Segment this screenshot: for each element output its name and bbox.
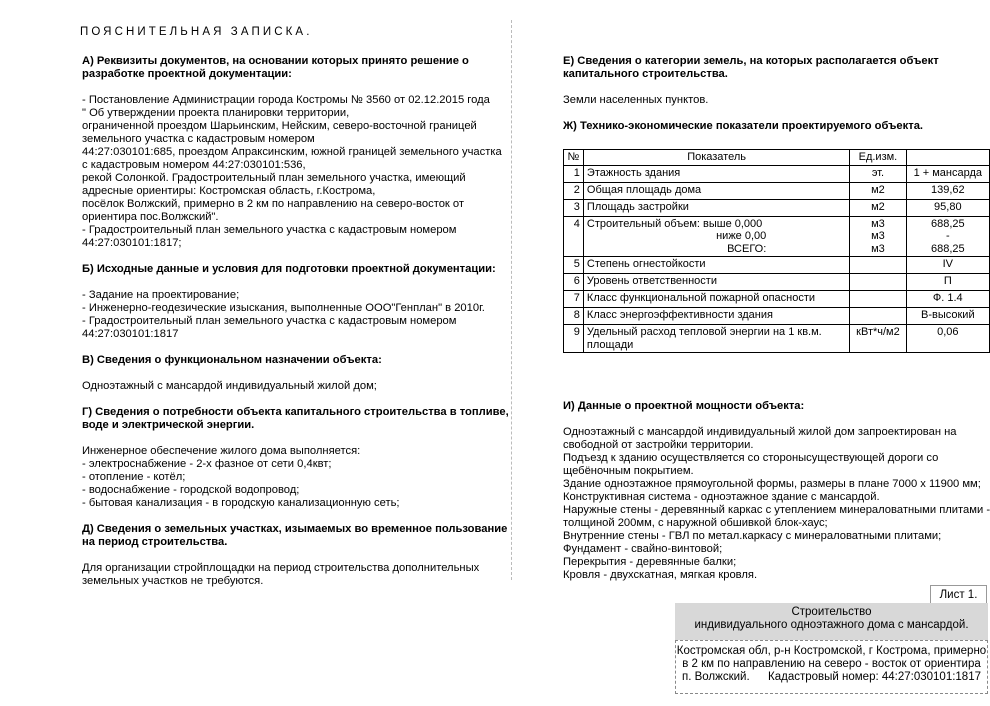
address-settlement: п. Волжский. bbox=[682, 671, 750, 683]
section-g-heading: Г) Сведения о потребности объекта капитального строительства в топливе, воде и электрической энергии. bbox=[82, 406, 509, 431]
header-number: № bbox=[564, 150, 584, 166]
row-unit bbox=[850, 274, 906, 291]
left-column bbox=[82, 55, 512, 588]
project-title-line: индивидуального одноэтажного дома с мансардой. bbox=[694, 619, 969, 631]
table-row bbox=[564, 182, 990, 199]
row-indicator: Класс энергоэффективности здания bbox=[583, 308, 849, 325]
row-indicator bbox=[583, 216, 849, 257]
right-column-top bbox=[563, 55, 990, 133]
row-unit: эт. bbox=[850, 165, 906, 182]
table-row bbox=[564, 308, 990, 325]
cadastral-number: Кадастровый номер: 44:27:030101:1817 bbox=[768, 671, 981, 683]
row-value: IV bbox=[906, 257, 989, 274]
row-unit bbox=[850, 308, 906, 325]
table-row bbox=[564, 199, 990, 216]
tep-table bbox=[563, 149, 990, 353]
project-title-block bbox=[675, 603, 988, 640]
table-row bbox=[564, 165, 990, 182]
header-value bbox=[906, 150, 989, 166]
row-value-line: 688,25 bbox=[930, 242, 965, 255]
row-number: 8 bbox=[564, 308, 584, 325]
row-value: 95,80 bbox=[906, 199, 989, 216]
section-e-body: Земли населенных пунктов. bbox=[563, 94, 709, 106]
row-indicator: Общая площадь дома bbox=[583, 182, 849, 199]
row-value: П bbox=[906, 274, 989, 291]
row-indicator: Удельный расход тепловой энергии на 1 кв.м. площади bbox=[583, 325, 849, 353]
table-row bbox=[564, 257, 990, 274]
row-number: 2 bbox=[564, 182, 584, 199]
row-indicator: Этажность здания bbox=[583, 165, 849, 182]
address-line: в 2 км по направлению на северо - восток от ориентира bbox=[682, 658, 981, 670]
section-e-heading: Е) Сведения о категории земель, на которых располагается объект капитального строительства. bbox=[563, 55, 939, 80]
row-indicator-line: ВСЕГО: bbox=[727, 242, 767, 255]
row-unit bbox=[850, 291, 906, 308]
row-number: 3 bbox=[564, 199, 584, 216]
row-unit: м2 bbox=[850, 199, 906, 216]
table-row bbox=[564, 325, 990, 353]
header-indicator: Показатель bbox=[583, 150, 849, 166]
section-g-body: Инженерное обеспечение жилого дома выполняется: - электроснабжение - 2-х фазное от сети 0,4квт; - отопление - котёл; - водоснабжение - городской водопровод; - бытовая канализация - в городскую канализационную сеть; bbox=[82, 445, 400, 509]
row-indicator-line: Строительный объем: выше 0,000 bbox=[586, 217, 763, 230]
section-d-heading: Д) Сведения о земельных участках, изымаемых во временное пользование на период строительства. bbox=[82, 523, 508, 548]
row-indicator: Уровень ответственности bbox=[583, 274, 849, 291]
table-row bbox=[564, 274, 990, 291]
address-block bbox=[675, 640, 988, 694]
row-unit bbox=[850, 257, 906, 274]
row-number: 5 bbox=[564, 257, 584, 274]
row-indicator: Площадь застройки bbox=[583, 199, 849, 216]
section-d-body: Для организации стройплощадки на период строительства дополнительных земельных участков не требуются. bbox=[82, 562, 480, 587]
section-i-body: Одноэтажный с мансардой индивидуальный жилой дом запроектирован на свободной от застройки территории. Подъезд к зданию осуществляется со стороныcуществующей дороги со щебёночным покрытием. Здание одноэтажное прямоугольной формы, размеры в плане 7000 х 11900 мм; Конструктивная система - одноэтажное здание с мансардой. Наружные стены - деревянный каркас с утеплением минераловатными плитами - толщиной 200мм, с наружной обшивкой блок-хаус; Внутренние стены - ГВЛ по метал.каркасу с минераловатными плитами; Фундамент - свайно-винтовой; Перекрытия - деревянные балки; Кровля - двухскатная, мягкая кровля. bbox=[563, 426, 990, 581]
row-number: 9 bbox=[564, 325, 584, 353]
table-row bbox=[564, 216, 990, 257]
table-row bbox=[564, 291, 990, 308]
row-value: 139,62 bbox=[906, 182, 989, 199]
right-column-bottom bbox=[563, 400, 990, 582]
row-unit-line: м3 bbox=[871, 242, 885, 255]
row-unit: м2 bbox=[850, 182, 906, 199]
section-b-heading: Б) Исходные данные и условия для подготовки проектной документации: bbox=[82, 263, 496, 275]
table-header-row bbox=[564, 150, 990, 166]
row-value-line: 688,25 bbox=[930, 217, 965, 230]
row-value: 1 + мансарда bbox=[906, 165, 989, 182]
address-last-line bbox=[676, 671, 987, 684]
row-value: 0,06 bbox=[906, 325, 989, 353]
row-indicator: Степень огнестойкости bbox=[583, 257, 849, 274]
project-title-line: Строительство bbox=[791, 606, 872, 618]
section-zh-heading: Ж) Технико-экономические показатели проектируемого объекта. bbox=[563, 120, 924, 132]
sheet-number: Лист 1. bbox=[930, 585, 987, 605]
address-line: Костромская обл, р-н Костромской, г Кострома, примерно bbox=[676, 645, 987, 657]
section-a-heading: А) Реквизиты документов, на основании которых принято решение о разработке проектной документации: bbox=[82, 55, 469, 80]
row-indicator-line: ниже 0,00 bbox=[716, 230, 767, 242]
section-v-body: Одноэтажный с мансардой индивидуальный жилой дом; bbox=[82, 380, 377, 392]
row-number: 4 bbox=[564, 216, 584, 257]
section-i-heading: И) Данные о проектной мощности объекта: bbox=[563, 400, 805, 412]
row-indicator: Класс функциональной пожарной опасности bbox=[583, 291, 849, 308]
section-a-body: - Постановление Администрации города Костромы № 3560 от 02.12.2015 года " Об утверждении проекта планировки территории, ограниченной проездом Шарьинским, Нейским, северо-восточной границей земельного участка с кадастровым номером 44:27:030101:685, проездом Апраксинским, южной границей земельного участка с кадастровым номером 44:27:030101:536, рекой Солонкой. Градостроительный план земельного участка, имеющий адресные ориентиры: Костромская область, г.Кострома, посёлок Волжский, примерно в 2 км по направлению на северо-восток от ориентира пос.Волжский". - Градостроительный план земельного участка с кадастровым номером 44:27:030101:1817; bbox=[82, 94, 502, 249]
row-unit: кВт*ч/м2 bbox=[850, 325, 906, 353]
row-unit bbox=[850, 216, 906, 257]
section-v-heading: В) Сведения о функциональном назначении объекта: bbox=[82, 354, 382, 366]
row-unit-line: м3 bbox=[871, 217, 885, 230]
row-unit-line: м3 bbox=[871, 230, 885, 242]
row-number: 6 bbox=[564, 274, 584, 291]
document-title: ПОЯСНИТЕЛЬНАЯ ЗАПИСКА. bbox=[80, 26, 313, 38]
row-number: 1 bbox=[564, 165, 584, 182]
row-value-line: - bbox=[945, 230, 950, 242]
row-value: В-высокий bbox=[906, 308, 989, 325]
header-unit: Ед.изм. bbox=[850, 150, 906, 166]
row-number: 7 bbox=[564, 291, 584, 308]
section-b-body: - Задание на проектирование; - Инженерно-геодезические изыскания, выполненные ООО"Генплан" в 2010г. - Градостроительный план земельного участка с кадастровым номером 44:27:030101:1817 bbox=[82, 289, 485, 340]
row-value: Ф. 1.4 bbox=[906, 291, 989, 308]
row-value bbox=[906, 216, 989, 257]
